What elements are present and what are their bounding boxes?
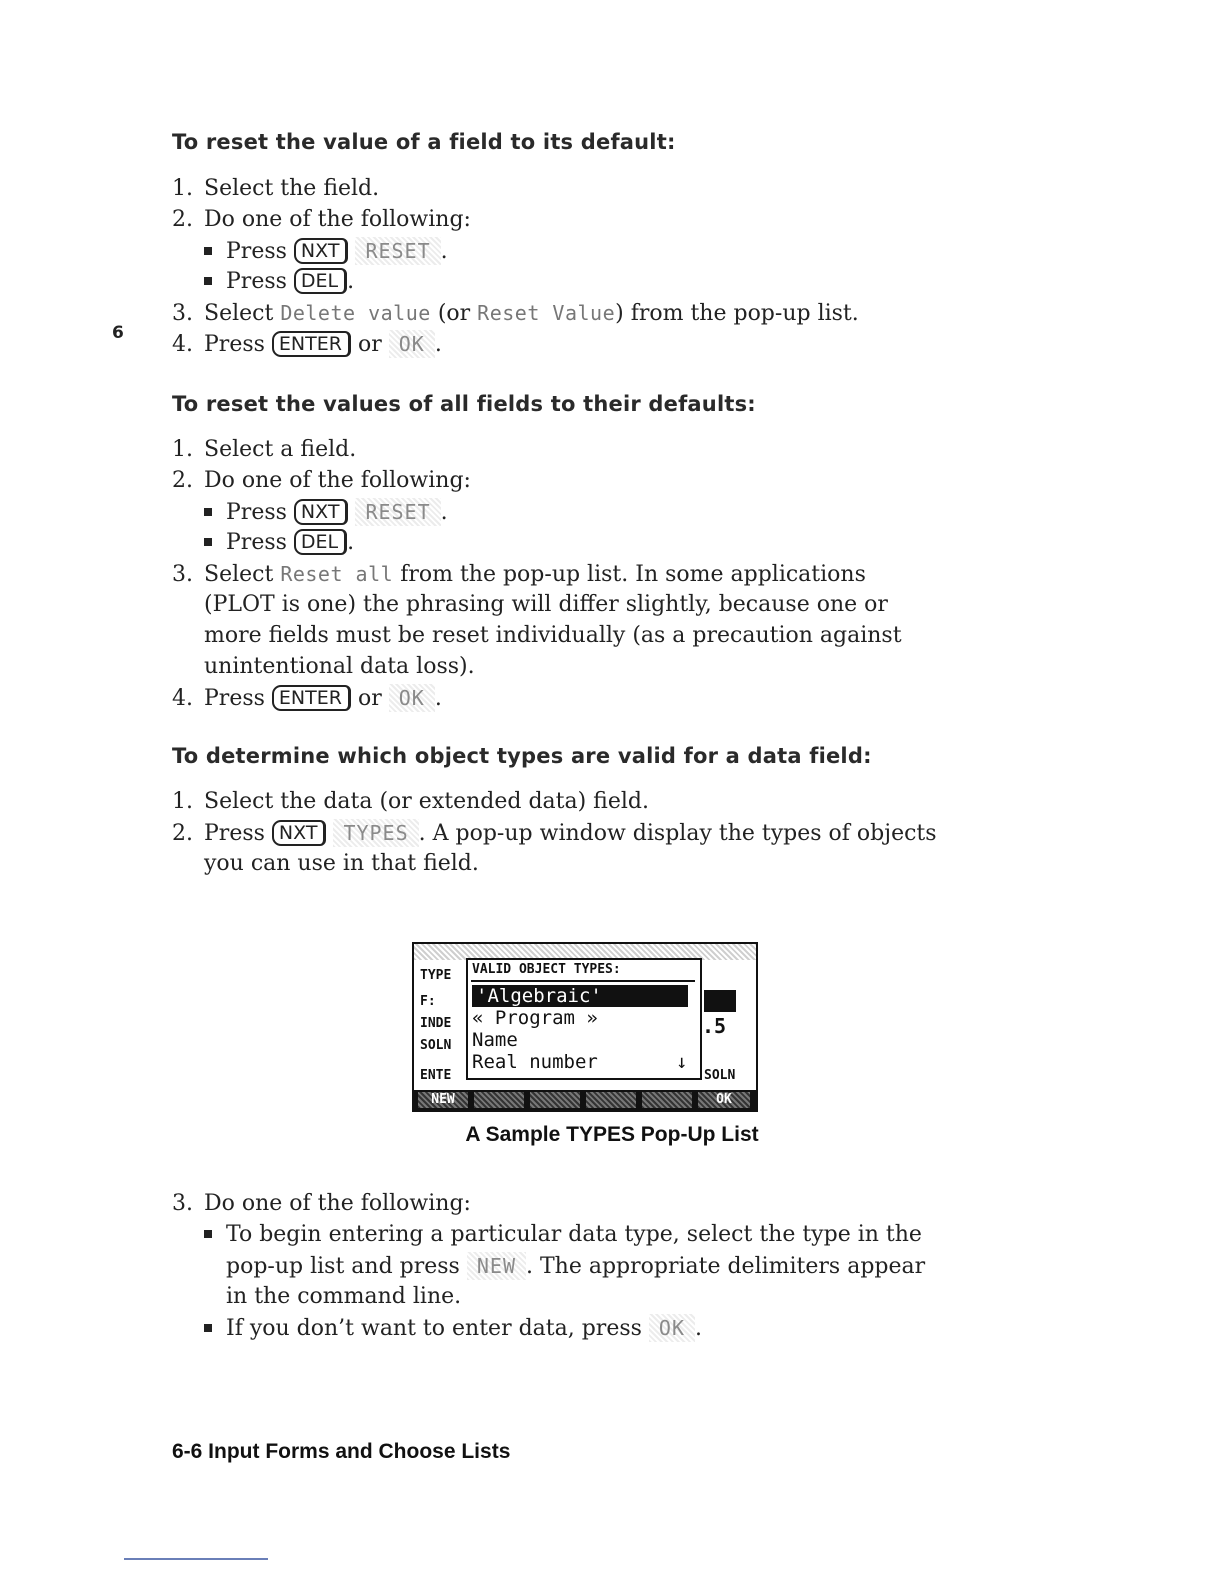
chapter-margin-tab: 6 — [112, 323, 124, 343]
popup-item-selected[interactable]: 'Algebraic' — [472, 985, 688, 1007]
bullet-icon — [204, 1324, 212, 1332]
screen-field-label: SOLN — [420, 1038, 452, 1053]
popup-title: VALID OBJECT TYPES: — [472, 962, 621, 977]
screen-label-soln: SOLN — [704, 1068, 736, 1083]
step: 1. Select the data (or extended data) field. — [172, 789, 649, 814]
menu-reset-value: Reset Value — [477, 301, 616, 325]
step: 1. Select a field. — [172, 437, 357, 462]
ok-softkey: OK — [389, 684, 435, 712]
softkey-blank[interactable] — [474, 1092, 524, 1108]
bullet-icon — [204, 538, 212, 546]
softkey-new[interactable]: NEW — [418, 1092, 468, 1108]
step: 4. Press ENTER or OK . — [172, 332, 442, 357]
section-heading-reset-all: To reset the values of all fields to their defaults: — [172, 392, 756, 416]
step: 3. Select Delete value (or Reset Value) from the pop-up list. — [172, 301, 859, 326]
bullet-item: Press DEL . — [204, 529, 354, 557]
step: 4. Press ENTER or OK . — [172, 686, 442, 711]
calculator-screen — [412, 942, 758, 1112]
step-continuation: unintentional data loss). — [204, 654, 475, 679]
enter-key: ENTER — [272, 331, 351, 357]
types-popup-list — [466, 958, 702, 1080]
menu-delete-value: Delete value — [280, 301, 431, 325]
step-continuation: you can use in that field. — [204, 851, 479, 876]
bullet-item: To begin entering a particular data type, select the type in the — [204, 1221, 922, 1249]
step: 1. Select the field. — [172, 176, 380, 201]
bullet-item: Press DEL . — [204, 268, 354, 296]
bullet-item: Press NXT RESET . — [204, 237, 448, 266]
popup-item[interactable]: Name — [472, 1029, 518, 1051]
menu-reset-all: Reset all — [280, 562, 394, 586]
ok-softkey: OK — [389, 330, 435, 358]
softkey-blank[interactable] — [530, 1092, 580, 1108]
types-softkey: TYPES — [333, 819, 418, 847]
highlighted-field — [704, 990, 736, 1012]
footer-rule — [124, 1558, 268, 1560]
popup-item[interactable]: Real number — [472, 1051, 598, 1073]
bullet-icon — [204, 277, 212, 285]
step: 2. Do one of the following: — [172, 468, 471, 493]
del-key: DEL — [294, 268, 347, 294]
figure-caption: A Sample TYPES Pop-Up List — [465, 1123, 759, 1146]
step: 3. Do one of the following: — [172, 1191, 471, 1216]
nxt-key: NXT — [272, 820, 327, 846]
screen-field-value: .5 — [702, 1014, 727, 1038]
section-heading-reset-field: To reset the value of a field to its default: — [172, 130, 676, 154]
scroll-down-arrow-icon: ↓ — [676, 1051, 688, 1073]
screen-field-label: ENTE — [420, 1068, 452, 1083]
ok-softkey: OK — [649, 1314, 695, 1342]
new-softkey: NEW — [467, 1252, 526, 1280]
step: 3. Select Reset all from the pop-up list. In some applications — [172, 562, 866, 587]
step: 2. Press NXT TYPES . A pop-up window display the types of objects — [172, 821, 937, 846]
bullet-continuation: in the command line. — [226, 1284, 462, 1309]
section-heading-object-types: To determine which object types are valid for a data field: — [172, 744, 872, 768]
nxt-key: NXT — [294, 499, 349, 525]
screen-field-label: INDE — [420, 1016, 452, 1031]
softkey-bar — [414, 1090, 756, 1110]
bullet-item: Press NXT RESET . — [204, 498, 448, 527]
softkey-ok[interactable]: OK — [698, 1092, 750, 1108]
softkey-blank[interactable] — [586, 1092, 636, 1108]
bullet-item: If you don’t want to enter data, press OK . — [204, 1314, 702, 1343]
bullet-icon — [204, 508, 212, 516]
del-key: DEL — [294, 529, 347, 555]
screen-field-label: F: — [420, 994, 436, 1009]
bullet-continuation: pop-up list and press NEW . The appropriate delimiters appear — [226, 1254, 926, 1279]
page-footer: 6-6 Input Forms and Choose Lists — [172, 1440, 511, 1463]
bullet-icon — [204, 247, 212, 255]
reset-softkey: RESET — [355, 498, 440, 526]
step-continuation: (PLOT is one) the phrasing will differ slightly, because one or — [204, 592, 888, 617]
step-continuation: more fields must be reset individually (as a precaution against — [204, 623, 902, 648]
enter-key: ENTER — [272, 685, 351, 711]
popup-item[interactable]: « Program » — [472, 1007, 598, 1029]
bullet-icon — [204, 1230, 212, 1238]
popup-divider — [471, 980, 695, 982]
reset-softkey: RESET — [355, 237, 440, 265]
softkey-blank[interactable] — [642, 1092, 692, 1108]
step: 2. Do one of the following: — [172, 207, 471, 232]
screen-field-label: TYPE — [420, 968, 452, 983]
nxt-key: NXT — [294, 238, 349, 264]
